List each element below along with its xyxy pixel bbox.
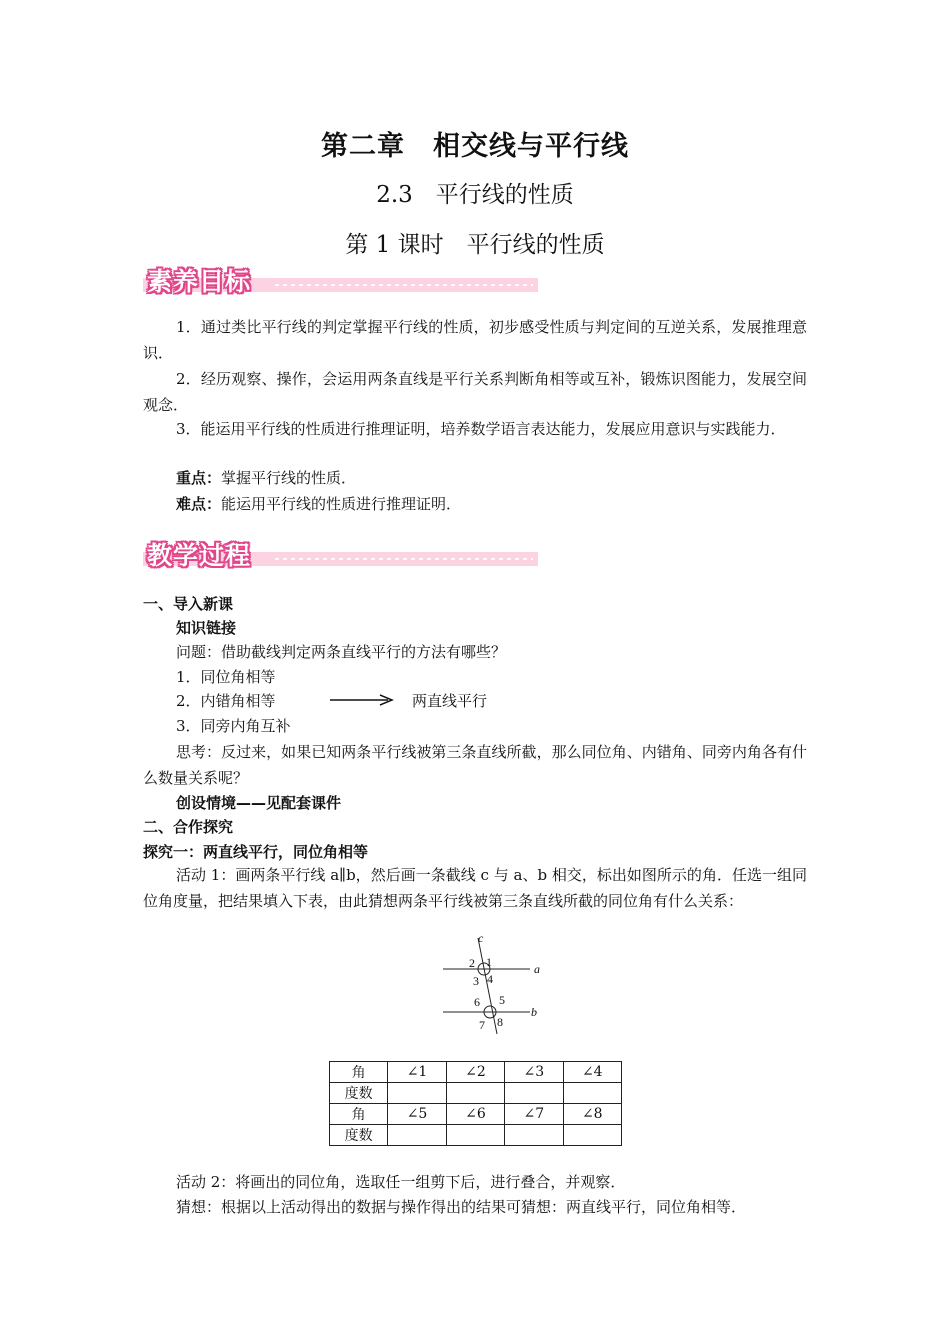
table-cell: ∠1 bbox=[388, 1062, 446, 1083]
table-row bbox=[330, 1062, 622, 1083]
goals-header-banner bbox=[143, 264, 538, 298]
table-row bbox=[330, 1125, 622, 1146]
label-8: 8 bbox=[497, 1015, 503, 1029]
table-cell[interactable] bbox=[388, 1083, 446, 1104]
table-cell[interactable] bbox=[446, 1125, 504, 1146]
arrow-icon bbox=[330, 692, 396, 708]
process-header-banner bbox=[143, 538, 538, 572]
table-cell[interactable] bbox=[505, 1125, 563, 1146]
parallel-lines-figure bbox=[435, 930, 550, 1034]
table-cell[interactable] bbox=[505, 1083, 563, 1104]
table-cell: 度数 bbox=[330, 1083, 388, 1104]
label-a: a bbox=[534, 962, 540, 976]
process-header: 教学过程 bbox=[147, 541, 252, 570]
question: 问题：借助截线判定两条直线平行的方法有哪些？ bbox=[176, 643, 507, 661]
label-b: b bbox=[531, 1005, 537, 1019]
difficulty-label: 难点： bbox=[176, 495, 222, 513]
difficulty-point bbox=[176, 492, 461, 516]
lesson-title: 第 1 课时 平行线的性质 bbox=[345, 232, 605, 258]
label-6: 6 bbox=[474, 995, 480, 1009]
label-1: 1 bbox=[486, 955, 492, 969]
chapter-title: 第二章 相交线与平行线 bbox=[321, 131, 629, 162]
key-point-text: 掌握平行线的性质． bbox=[221, 469, 357, 487]
table-cell[interactable] bbox=[563, 1125, 621, 1146]
table-cell[interactable] bbox=[563, 1083, 621, 1104]
method-2: 2．内错角相等 bbox=[176, 692, 276, 710]
method-1: 1．同位角相等 bbox=[176, 668, 276, 686]
key-point-label: 重点： bbox=[176, 469, 222, 487]
label-c: c bbox=[478, 931, 484, 945]
part1-title: 一、导入新课 bbox=[143, 595, 234, 613]
table-cell[interactable] bbox=[388, 1125, 446, 1146]
table-cell: ∠8 bbox=[563, 1104, 621, 1125]
conclusion: 两直线平行 bbox=[412, 692, 488, 710]
activity1: 活动 1：画两条平行线 a∥b，然后画一条截线 c 与 a、b 相交，标出如图所示的角．任选一组同位角度量，把结果填入下表，由此猜想两条平行线被第三条直线所截的同位角有什么关系： bbox=[143, 866, 807, 910]
goal-item-3: 3．能运用平行线的性质进行推理证明，培养数学语言表达能力，发展应用意识与实践能力． bbox=[176, 420, 786, 438]
think-paragraph: 思考：反过来，如果已知两条平行线被第三条直线所截，那么同位角、内错角、同旁内角各有什么数量关系呢？ bbox=[143, 743, 807, 787]
table-cell: ∠4 bbox=[563, 1062, 621, 1083]
part2-title: 二、合作探究 bbox=[143, 818, 234, 836]
method-3: 3．同旁内角互补 bbox=[176, 717, 291, 735]
table-cell: ∠7 bbox=[505, 1104, 563, 1125]
explore1-title: 探究一：两直线平行，同位角相等 bbox=[143, 843, 369, 861]
label-7: 7 bbox=[479, 1018, 485, 1032]
scenario: 创设情境——见配套课件 bbox=[176, 794, 342, 812]
table-cell: ∠5 bbox=[388, 1104, 446, 1125]
table-cell: ∠3 bbox=[505, 1062, 563, 1083]
table-cell: ∠6 bbox=[446, 1104, 504, 1125]
table-row bbox=[330, 1083, 622, 1104]
table-cell[interactable] bbox=[446, 1083, 504, 1104]
goal-item-2: 2．经历观察、操作，会运用两条直线是平行关系判断角相等或互补，锻炼识图能力，发展空间观念． bbox=[143, 370, 807, 414]
activity2: 活动 2：将画出的同位角，选取任一组剪下后，进行叠合，并观察． bbox=[176, 1173, 626, 1191]
label-4: 4 bbox=[487, 972, 493, 986]
difficulty-text: 能运用平行线的性质进行推理证明． bbox=[221, 495, 462, 513]
goal-item-1: 1．通过类比平行线的判定掌握平行线的性质，初步感受性质与判定间的互逆关系，发展推理意识． bbox=[143, 318, 807, 362]
label-2: 2 bbox=[469, 956, 475, 970]
table-cell: 角 bbox=[330, 1104, 388, 1125]
angle-table bbox=[329, 1061, 622, 1146]
table-cell: 度数 bbox=[330, 1125, 388, 1146]
table-row bbox=[330, 1104, 622, 1125]
knowledge-link: 知识链接 bbox=[176, 619, 237, 637]
label-5: 5 bbox=[499, 993, 505, 1007]
table-cell: 角 bbox=[330, 1062, 388, 1083]
guess: 猜想：根据以上活动得出的数据与操作得出的结果可猜想：两直线平行，同位角相等． bbox=[176, 1198, 747, 1216]
table-cell: ∠2 bbox=[446, 1062, 504, 1083]
section-title: 2.3 平行线的性质 bbox=[376, 182, 574, 208]
label-3: 3 bbox=[473, 974, 479, 988]
goals-header: 素养目标 bbox=[147, 267, 252, 296]
key-point bbox=[176, 466, 356, 490]
